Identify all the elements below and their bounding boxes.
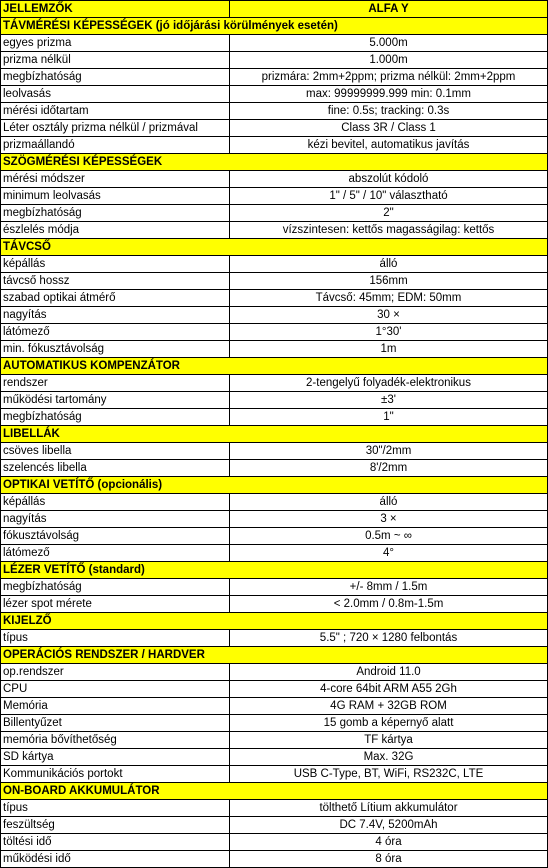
- spec-value: 30"/2mm: [230, 443, 548, 460]
- spec-value: +/- 8mm / 1.5m: [230, 579, 548, 596]
- spec-value: 3 ×: [230, 511, 548, 528]
- spec-value: 8 óra: [230, 851, 548, 868]
- section-title: TÁVCSŐ: [1, 239, 548, 256]
- spec-row: [1, 800, 548, 817]
- spec-value: 30 ×: [230, 307, 548, 324]
- spec-row: [1, 817, 548, 834]
- spec-key: képállás: [1, 256, 230, 273]
- spec-key: távcső hossz: [1, 273, 230, 290]
- section-header-row: [1, 18, 548, 35]
- spec-row: [1, 392, 548, 409]
- section-title: OPTIKAI VETÍTŐ (opcionális): [1, 477, 548, 494]
- spec-key: prizma nélkül: [1, 52, 230, 69]
- spec-value: 4-core 64bit ARM A55 2Gh: [230, 681, 548, 698]
- spec-row: [1, 120, 548, 137]
- spec-key: észlelés módja: [1, 222, 230, 239]
- spec-key: típus: [1, 800, 230, 817]
- spec-row: [1, 630, 548, 647]
- spec-key: Léter osztály prizma nélkül / prizmával: [1, 120, 230, 137]
- spec-key: megbízhatóság: [1, 579, 230, 596]
- spec-key: leolvasás: [1, 86, 230, 103]
- spec-key: szelencés libella: [1, 460, 230, 477]
- spec-table-body: [1, 1, 548, 868]
- section-header-row: [1, 154, 548, 171]
- spec-row: [1, 188, 548, 205]
- spec-row: [1, 137, 548, 154]
- section-title: AUTOMATIKUS KOMPENZÁTOR: [1, 358, 548, 375]
- spec-row: [1, 749, 548, 766]
- spec-key: CPU: [1, 681, 230, 698]
- spec-row: [1, 511, 548, 528]
- spec-row: [1, 273, 548, 290]
- spec-row: [1, 715, 548, 732]
- spec-key: működési tartomány: [1, 392, 230, 409]
- section-title: KIJELZŐ: [1, 613, 548, 630]
- spec-value: abszolút kódoló: [230, 171, 548, 188]
- spec-value: vízszintesen: kettős magasságilag: kettős: [230, 222, 548, 239]
- spec-value: kézi bevitel, automatikus javítás: [230, 137, 548, 154]
- section-header-row: [1, 647, 548, 664]
- spec-row: [1, 86, 548, 103]
- section-header-row: [1, 783, 548, 800]
- spec-key: nagyítás: [1, 511, 230, 528]
- spec-value: prizmára: 2mm+2ppm; prizma nélkül: 2mm+2ppm: [230, 69, 548, 86]
- spec-key: nagyítás: [1, 307, 230, 324]
- spec-value: USB C-Type, BT, WiFi, RS232C, LTE: [230, 766, 548, 783]
- section-title: LÉZER VETÍTŐ (standard): [1, 562, 548, 579]
- spec-row: [1, 681, 548, 698]
- spec-row: [1, 375, 548, 392]
- spec-key: lézer spot mérete: [1, 596, 230, 613]
- spec-row: [1, 664, 548, 681]
- spec-value: Max. 32G: [230, 749, 548, 766]
- header-features-label: JELLEMZŐK: [1, 1, 230, 18]
- spec-row: [1, 103, 548, 120]
- spec-row: [1, 851, 548, 868]
- spec-value: 1°30': [230, 324, 548, 341]
- spec-value: 2": [230, 205, 548, 222]
- spec-key: Memória: [1, 698, 230, 715]
- spec-row: [1, 579, 548, 596]
- spec-row: [1, 443, 548, 460]
- spec-key: minimum leolvasás: [1, 188, 230, 205]
- spec-key: rendszer: [1, 375, 230, 392]
- spec-row: [1, 256, 548, 273]
- spec-row: [1, 528, 548, 545]
- spec-value: tölthető Lítium akkumulátor: [230, 800, 548, 817]
- spec-value: 2-tengelyű folyadék-elektronikus: [230, 375, 548, 392]
- spec-value: 4°: [230, 545, 548, 562]
- spec-row: [1, 35, 548, 52]
- spec-value: 5.5" ; 720 × 1280 felbontás: [230, 630, 548, 647]
- spec-key: látómező: [1, 545, 230, 562]
- section-header-row: [1, 613, 548, 630]
- spec-key: op.rendszer: [1, 664, 230, 681]
- spec-value: álló: [230, 494, 548, 511]
- spec-key: megbízhatóság: [1, 69, 230, 86]
- spec-row: [1, 732, 548, 749]
- spec-row: [1, 698, 548, 715]
- spec-row: [1, 290, 548, 307]
- section-header-row: [1, 562, 548, 579]
- spec-key: SD kártya: [1, 749, 230, 766]
- spec-row: [1, 834, 548, 851]
- section-header-row: [1, 426, 548, 443]
- section-title: LIBELLÁK: [1, 426, 548, 443]
- spec-key: Kommunikációs portokt: [1, 766, 230, 783]
- spec-value: Android 11.0: [230, 664, 548, 681]
- spec-value: 0.5m ~ ∞: [230, 528, 548, 545]
- spec-key: fókusztávolság: [1, 528, 230, 545]
- header-row: [1, 1, 548, 18]
- spec-key: típus: [1, 630, 230, 647]
- spec-value: 1.000m: [230, 52, 548, 69]
- spec-key: egyes prizma: [1, 35, 230, 52]
- spec-value: DC 7.4V, 5200mAh: [230, 817, 548, 834]
- section-title: TÁVMÉRÉSI KÉPESSÉGEK (jó időjárási körülmények esetén): [1, 18, 548, 35]
- spec-row: [1, 545, 548, 562]
- spec-key: feszültség: [1, 817, 230, 834]
- spec-value: 1m: [230, 341, 548, 358]
- spec-key: képállás: [1, 494, 230, 511]
- spec-value: fine: 0.5s; tracking: 0.3s: [230, 103, 548, 120]
- spec-value: 15 gomb a képernyő alatt: [230, 715, 548, 732]
- spec-key: látómező: [1, 324, 230, 341]
- spec-row: [1, 205, 548, 222]
- spec-row: [1, 52, 548, 69]
- spec-key: megbízhatóság: [1, 205, 230, 222]
- spec-value: 1" / 5" / 10" választható: [230, 188, 548, 205]
- spec-value: 4G RAM + 32GB ROM: [230, 698, 548, 715]
- spec-value: TF kártya: [230, 732, 548, 749]
- spec-key: működési idő: [1, 851, 230, 868]
- spec-value: ±3': [230, 392, 548, 409]
- section-header-row: [1, 477, 548, 494]
- spec-row: [1, 69, 548, 86]
- spec-row: [1, 324, 548, 341]
- spec-row: [1, 341, 548, 358]
- spec-key: töltési idő: [1, 834, 230, 851]
- spec-value: max: 99999999.999 min: 0.1mm: [230, 86, 548, 103]
- spec-key: mérési módszer: [1, 171, 230, 188]
- spec-value: álló: [230, 256, 548, 273]
- spec-key: Billentyűzet: [1, 715, 230, 732]
- spec-value: 5.000m: [230, 35, 548, 52]
- section-header-row: [1, 239, 548, 256]
- spec-row: [1, 494, 548, 511]
- spec-row: [1, 766, 548, 783]
- spec-row: [1, 222, 548, 239]
- spec-value: 156mm: [230, 273, 548, 290]
- spec-key: szabad optikai átmérő: [1, 290, 230, 307]
- spec-row: [1, 409, 548, 426]
- spec-row: [1, 307, 548, 324]
- spec-row: [1, 460, 548, 477]
- section-title: OPERÁCIÓS RENDSZER / HARDVER: [1, 647, 548, 664]
- spec-row: [1, 596, 548, 613]
- spec-value: < 2.0mm / 0.8m-1.5m: [230, 596, 548, 613]
- section-header-row: [1, 358, 548, 375]
- spec-value: 1": [230, 409, 548, 426]
- spec-key: prizmaállandó: [1, 137, 230, 154]
- spec-key: megbízhatóság: [1, 409, 230, 426]
- spec-value: Távcső: 45mm; EDM: 50mm: [230, 290, 548, 307]
- header-model-label: ALFA Y: [230, 1, 548, 18]
- spec-key: mérési időtartam: [1, 103, 230, 120]
- spec-value: 8'/2mm: [230, 460, 548, 477]
- spec-value: 4 óra: [230, 834, 548, 851]
- section-title: ON-BOARD AKKUMULÁTOR: [1, 783, 548, 800]
- spec-key: memória bővíthetőség: [1, 732, 230, 749]
- section-title: SZÖGMÉRÉSI KÉPESSÉGEK: [1, 154, 548, 171]
- spec-key: min. fókusztávolság: [1, 341, 230, 358]
- spec-row: [1, 171, 548, 188]
- spec-value: Class 3R / Class 1: [230, 120, 548, 137]
- spec-key: csöves libella: [1, 443, 230, 460]
